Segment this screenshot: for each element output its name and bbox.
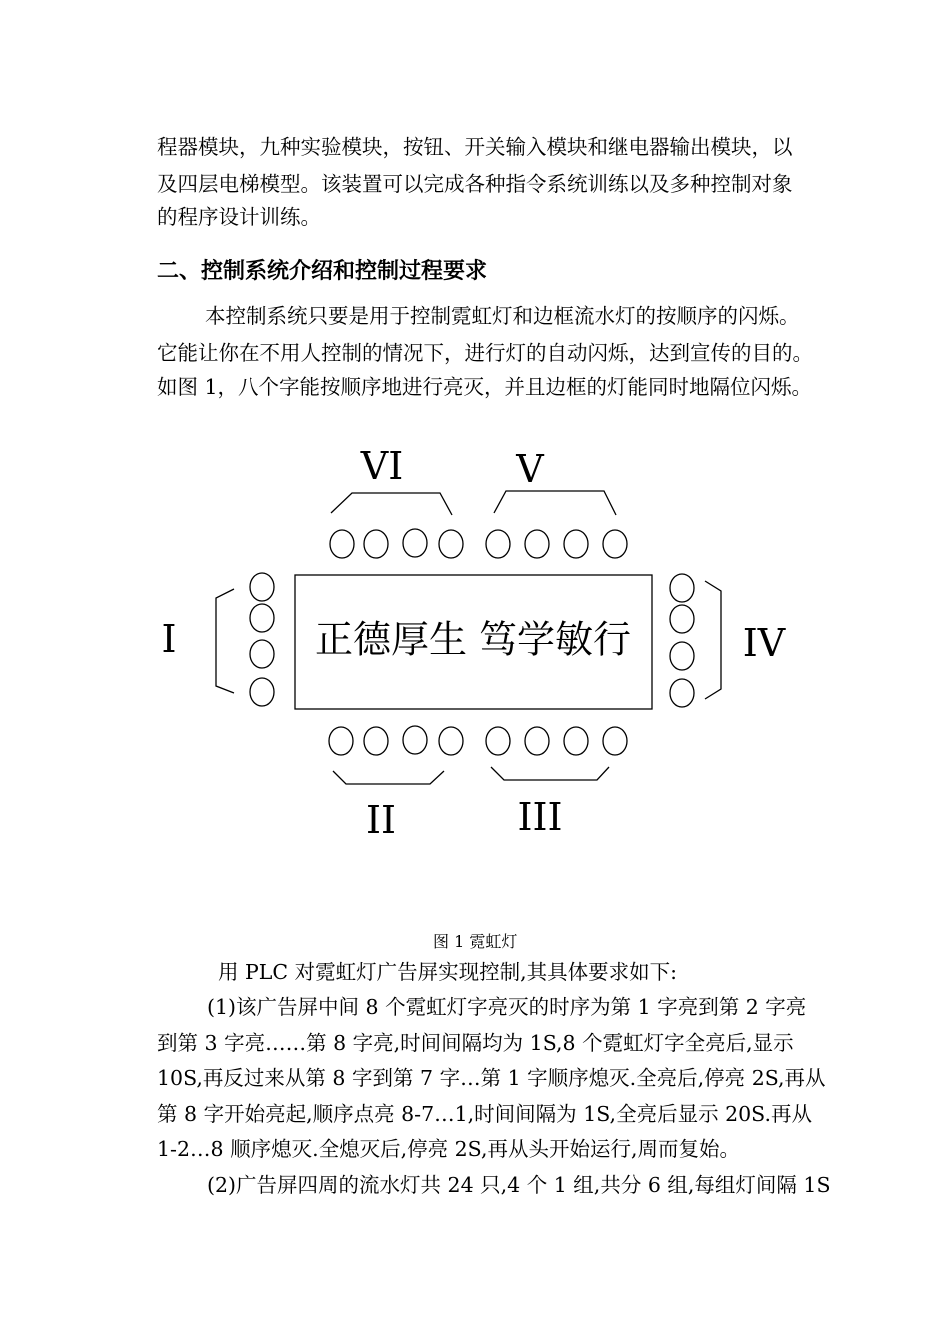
requirements-line-2: (1)该广告屏中间 8 个霓虹灯字亮灭的时序为第 1 字亮到第 2 字亮 xyxy=(207,995,807,1019)
requirements-line-3: 到第 3 字亮……第 8 字亮,时间间隔均为 1S,8 个霓虹灯字全亮后,显示 xyxy=(157,1031,794,1055)
requirements-line-6: 1-2…8 顺序熄灭.全熄灭后,停亮 2S,再从头开始运行,周而复始。 xyxy=(157,1137,741,1161)
intro-line-3: 的程序设计训练。 xyxy=(157,205,321,229)
lamp xyxy=(603,727,627,755)
group-label-top-left: VI xyxy=(360,444,404,488)
lamp xyxy=(364,530,388,558)
requirements-line-1: 用 PLC 对霓虹灯广告屏实现控制,其具体要求如下: xyxy=(218,960,678,984)
requirements-line-4: 10S,再反过来从第 8 字到第 7 字…第 1 字顺序熄灭.全亮后,停亮 2S,再从 xyxy=(157,1066,826,1090)
group-label-top-right: V xyxy=(516,447,544,491)
intro-line-2: 及四层电梯模型。该装置可以完成各种指令系统训练以及多种控制对象 xyxy=(157,172,793,196)
lamp xyxy=(603,530,627,558)
group-label-left: I xyxy=(161,617,177,661)
bracket-bottom-left xyxy=(333,771,444,784)
group-label-bottom-left: II xyxy=(365,798,397,842)
lamp xyxy=(486,727,510,755)
lamp xyxy=(329,727,353,755)
bracket-left xyxy=(216,589,234,693)
lamp xyxy=(250,573,274,601)
lamp xyxy=(250,604,274,632)
section-heading: 二、控制系统介绍和控制过程要求 xyxy=(157,259,488,284)
lamp xyxy=(330,530,354,558)
bracket-bottom-right xyxy=(491,767,609,780)
bracket-right xyxy=(705,581,721,699)
group-label-right: IV xyxy=(742,621,786,665)
lamp xyxy=(670,574,694,602)
lamp xyxy=(486,530,510,558)
lamp xyxy=(364,727,388,755)
lamp xyxy=(250,640,274,668)
requirements-line-5: 第 8 字开始亮起,顺序点亮 8-7…1,时间间隔为 1S,全亮后显示 20S.再从 xyxy=(157,1102,812,1126)
requirements-line-7: (2)广告屏四周的流水灯共 24 只,4 个 1 组,共分 6 组,每组灯间隔 1S xyxy=(207,1173,831,1197)
group-label-bottom-right: III xyxy=(517,795,563,839)
lamp xyxy=(439,727,463,755)
lamp xyxy=(564,530,588,558)
bracket-top-left xyxy=(331,493,452,515)
description-line-3: 如图 1，八个字能按顺序地进行亮灭，并且边框的灯能同时地隔位闪烁。 xyxy=(157,375,813,399)
lamp xyxy=(670,679,694,707)
lamp xyxy=(670,605,694,633)
figure-caption: 图 1 霓虹灯 xyxy=(433,932,518,951)
lamp xyxy=(250,678,274,706)
lamp xyxy=(670,642,694,670)
description-line-1: 本控制系统只要是用于控制霓虹灯和边框流水灯的按顺序的闪烁。 xyxy=(205,304,800,328)
lamp xyxy=(525,727,549,755)
bracket-top-right xyxy=(494,491,616,515)
intro-line-1: 程器模块，九种实验模块，按钮、开关输入模块和继电器输出模块，以 xyxy=(157,135,793,159)
lamp xyxy=(564,727,588,755)
lamp xyxy=(439,530,463,558)
lamp xyxy=(403,726,427,754)
description-line-2: 它能让你在不用人控制的情况下，进行灯的自动闪烁，达到宣传的目的。 xyxy=(157,341,813,365)
lamp xyxy=(403,529,427,557)
sign-text: 正德厚生 笃学敏行 xyxy=(314,617,632,662)
lamp xyxy=(525,530,549,558)
